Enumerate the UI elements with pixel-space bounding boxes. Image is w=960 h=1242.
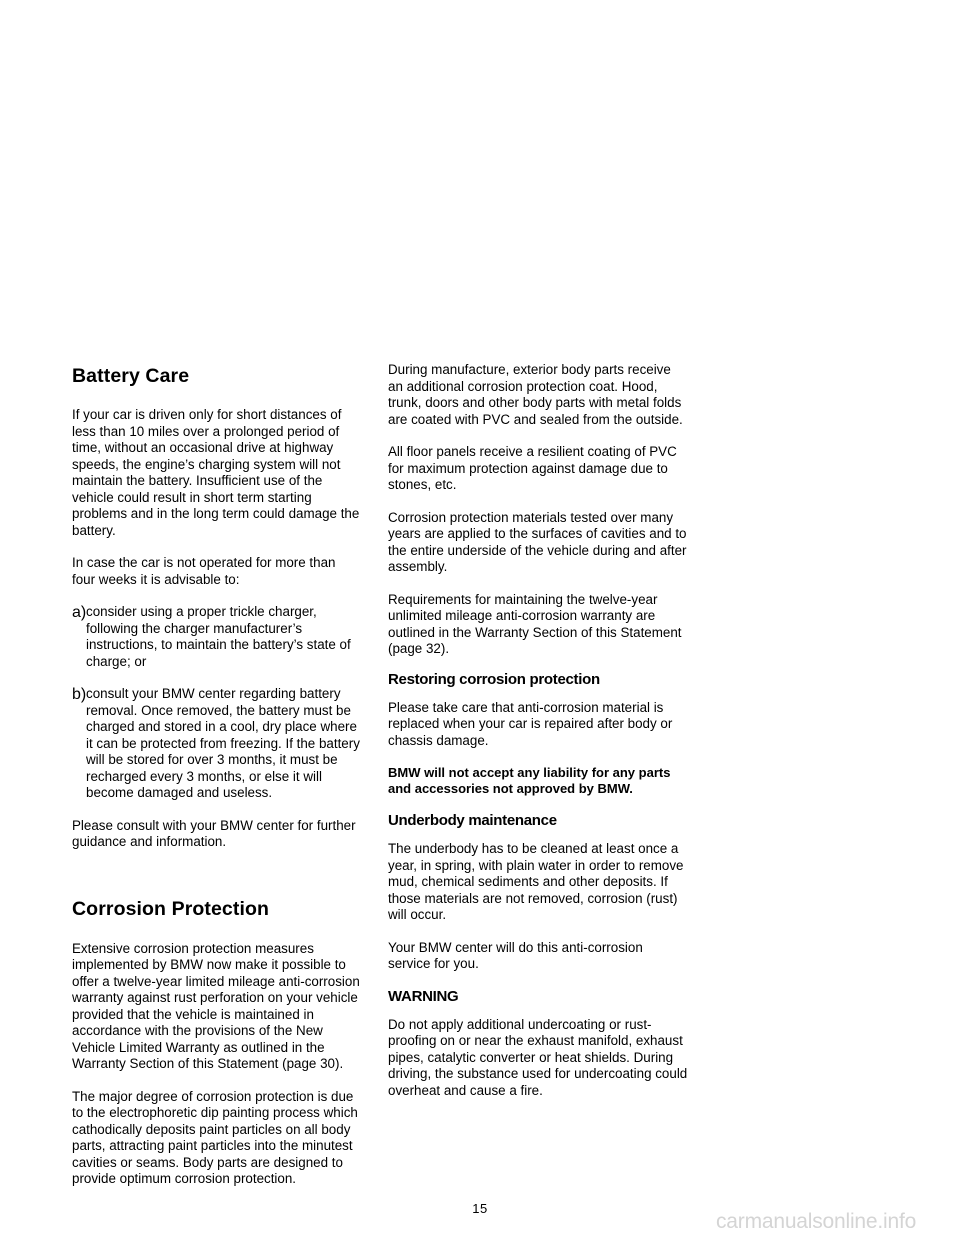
page-number: 15 <box>472 1201 488 1216</box>
list-item-text: consider using a proper trickle charger, following the charger manufacturer’s instructions, to maintain the battery’s state of charge; or <box>86 604 351 669</box>
list-item-a <box>72 604 362 670</box>
manufacture-paragraph: During manufacture, exterior body parts receive an additional corrosion protection coat. Hood, trunk, doors and other body parts with metal folds are coated with PVC and sealed from the outside. <box>388 362 683 427</box>
materials-paragraph: Corrosion protection materials tested over many years are applied to the surfaces of cavities and to the entire underside of the vehicle during and after assembly. <box>388 509 687 574</box>
floor-panels-paragraph: All floor panels receive a resilient coating of PVC for maximum protection against damage due to stones, etc. <box>388 444 677 492</box>
underbody-paragraph-2: Your BMW center will do this anti-corrosion service for you. <box>388 939 643 971</box>
left-column <box>72 360 362 1188</box>
restoring-paragraph: Please take care that anti-corrosion material is replaced when your car is repaired after body or chassis damage. <box>388 699 673 748</box>
underbody-maintenance-heading: Underbody maintenance <box>388 812 557 829</box>
underbody-paragraph-1: The underbody has to be cleaned at least once a year, in spring, with plain water in order to remove mud, chemical sediments and other deposits. If those materials are not removed, corrosion (rust) will occur. <box>388 841 684 922</box>
warranty-requirements-paragraph: Requirements for maintaining the twelve-year unlimited mileage anti-corrosion warranty are outlined in the Warranty Section of this Statement (page 32). <box>388 591 682 656</box>
list-item-b <box>72 686 362 802</box>
battery-paragraph-2: In case the car is not operated for more than four weeks it is advisable to: <box>72 555 336 587</box>
liability-note: BMW will not accept any liability for any parts and accessories not approved by BMW. <box>388 765 671 796</box>
corrosion-paragraph-2: The major degree of corrosion protection is due to the electrophoretic dip painting process which cathodically deposits paint particles on all body parts, attracting paint particles into the minutest cavities or seams. Body parts are designed to provide optimum corrosion protection. <box>72 1088 358 1186</box>
restoring-corrosion-heading: Restoring corrosion protection <box>388 670 600 688</box>
warning-paragraph: Do not apply additional undercoating or rust-proofing on or near the exhaust manifold, exhaust pipes, catalytic converter or heat shields. During driving, the substance used for undercoating could overheat and cause a fire. <box>388 1016 688 1098</box>
right-column <box>388 362 688 1099</box>
battery-paragraph-1: If your car is driven only for short distances of less than 10 miles over a prolonged period of time, without an occasional drive at highway speeds, the engine’s charging system will not maintain the battery. Insufficient use of the vehicle could result in short term starting problems and in the long term could damage the battery. <box>72 407 360 538</box>
warning-heading: WARNING <box>388 987 459 1005</box>
watermark-text: carmanualsonline.info <box>716 1210 917 1233</box>
list-item-text: consult your BMW center regarding battery removal. Once removed, the battery must be charged and stored in a cool, dry place where it can be protected from freezing. If the battery will be stored for over 3 months, it must be recharged every 3 months, or else it will become damaged and useless. <box>86 686 360 800</box>
battery-paragraph-3: Please consult with your BMW center for further guidance and information. <box>72 817 356 849</box>
list-marker: a) <box>72 604 87 621</box>
list-marker: b) <box>72 686 87 703</box>
corrosion-protection-heading: Corrosion Protection <box>72 897 270 920</box>
corrosion-paragraph-1: Extensive corrosion protection measures implemented by BMW now make it possible to offer a twelve-year limited mileage anti-corrosion warranty against rust perforation on your vehicle provided that the vehicle is maintained in accordance with the provisions of the New Vehicle Limited Warranty as outlined in the Warranty Section of this Statement (page 30). <box>72 940 360 1071</box>
battery-care-heading: Battery Care <box>72 365 190 387</box>
